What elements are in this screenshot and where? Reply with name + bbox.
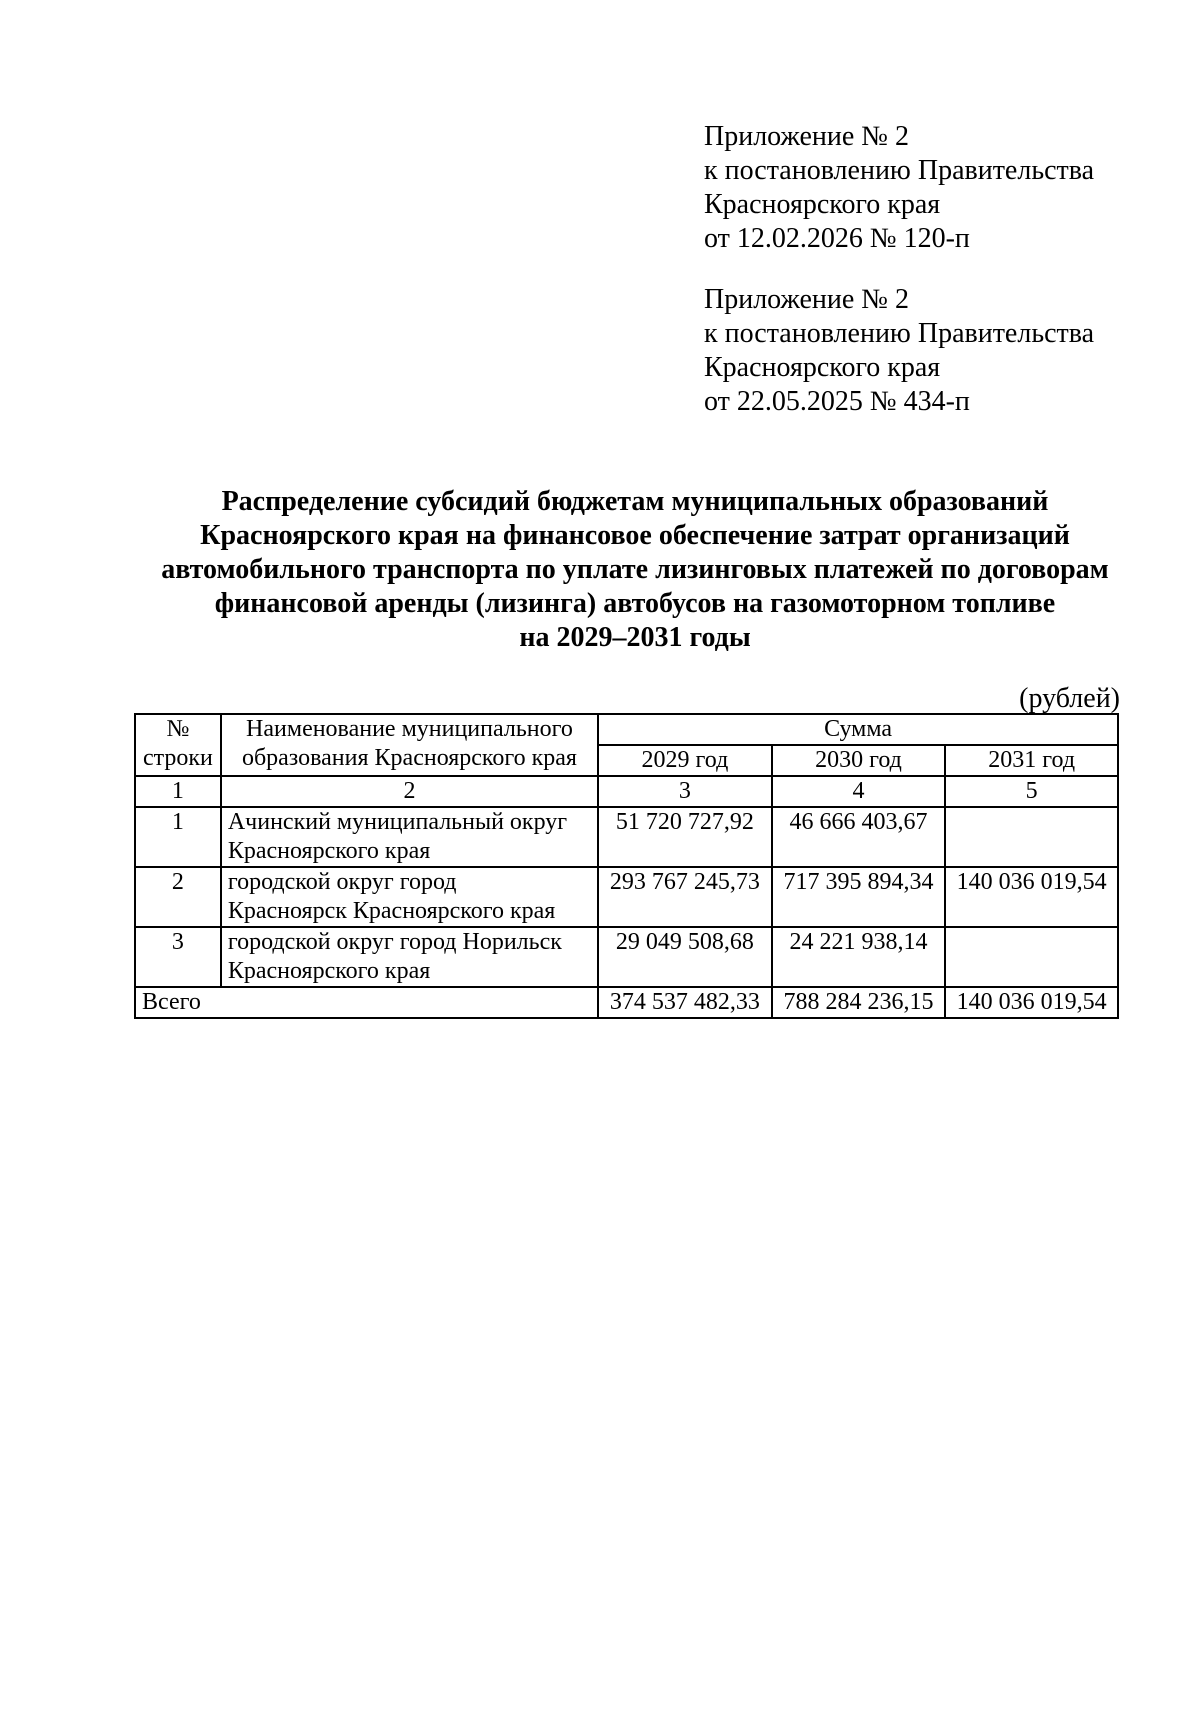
table-row [135,927,1118,987]
units-label: (рублей) [1019,683,1120,714]
header-year-2031: 2031 год [945,745,1118,776]
amount-2029: 29 049 508,68 [598,927,772,987]
subsidy-table [134,713,1119,1019]
column-number: 4 [772,776,946,807]
appendix-date-number: от 22.05.2025 № 434-п [704,386,970,417]
header-name-line: образования Красноярского края [241,745,577,771]
title-line: на 2029–2031 годы [519,622,751,653]
amount-2031: 140 036 019,54 [945,867,1118,927]
municipality-name-line: Красноярского края [227,958,431,984]
title-line: Красноярского края на финансовое обеспечение затрат организаций [200,520,1070,551]
total-row [135,987,1118,1018]
municipality-name [221,927,598,987]
header-row-number [135,714,221,776]
municipality-name [221,807,598,867]
header-municipality-name [221,714,598,776]
column-number: 3 [598,776,772,807]
header-num-word: строки [142,745,213,771]
total-label: Всего [135,987,598,1018]
municipality-name-line: Ачинский муниципальный округ [227,809,568,835]
appendix-number: Приложение № 2 [704,284,909,315]
table-row [135,867,1118,927]
appendix-block-current [704,120,1184,256]
amount-2029: 51 720 727,92 [598,807,772,867]
header-row [135,714,1118,745]
appendix-reference: к постановлению Правительства [704,318,1095,349]
column-number: 1 [135,776,221,807]
title-line: Распределение субсидий бюджетам муниципальных образований [221,486,1049,517]
total-2029: 374 537 482,33 [598,987,772,1018]
row-number: 1 [135,807,221,867]
amount-2030: 717 395 894,34 [772,867,946,927]
table-row [135,807,1118,867]
appendix-block-original [704,283,1184,419]
title-line: автомобильного транспорта по уплате лизинговых платежей по договорам [161,554,1109,585]
column-number: 5 [945,776,1118,807]
municipality-name-line: Красноярского края [227,838,431,864]
municipality-name [221,867,598,927]
municipality-name-line: Красноярск Красноярского края [227,898,556,924]
header-sum: Сумма [598,714,1118,745]
appendix-authority: Красноярского края [704,352,941,383]
municipality-name-line: городской округ город Норильск [227,929,562,955]
appendix-authority: Красноярского края [704,189,941,220]
column-number: 2 [221,776,598,807]
header-year-2029: 2029 год [598,745,772,776]
header-num-sign: № [166,716,190,742]
total-2031: 140 036 019,54 [945,987,1118,1018]
title-line: финансовой аренды (лизинга) автобусов на газомоторном топливе [214,588,1056,619]
document-title [120,485,1150,655]
amount-2031 [945,807,1118,867]
amount-2030: 46 666 403,67 [772,807,946,867]
header-year-2030: 2030 год [772,745,946,776]
row-number: 2 [135,867,221,927]
appendix-date-number: от 12.02.2026 № 120-п [704,223,970,254]
municipality-name-line: городской округ город [227,869,457,895]
appendix-number: Приложение № 2 [704,121,909,152]
column-numbers-row [135,776,1118,807]
amount-2029: 293 767 245,73 [598,867,772,927]
amount-2030: 24 221 938,14 [772,927,946,987]
amount-2031 [945,927,1118,987]
row-number: 3 [135,927,221,987]
total-2030: 788 284 236,15 [772,987,946,1018]
header-name-line: Наименование муниципального [246,716,573,742]
appendix-reference: к постановлению Правительства [704,155,1095,186]
